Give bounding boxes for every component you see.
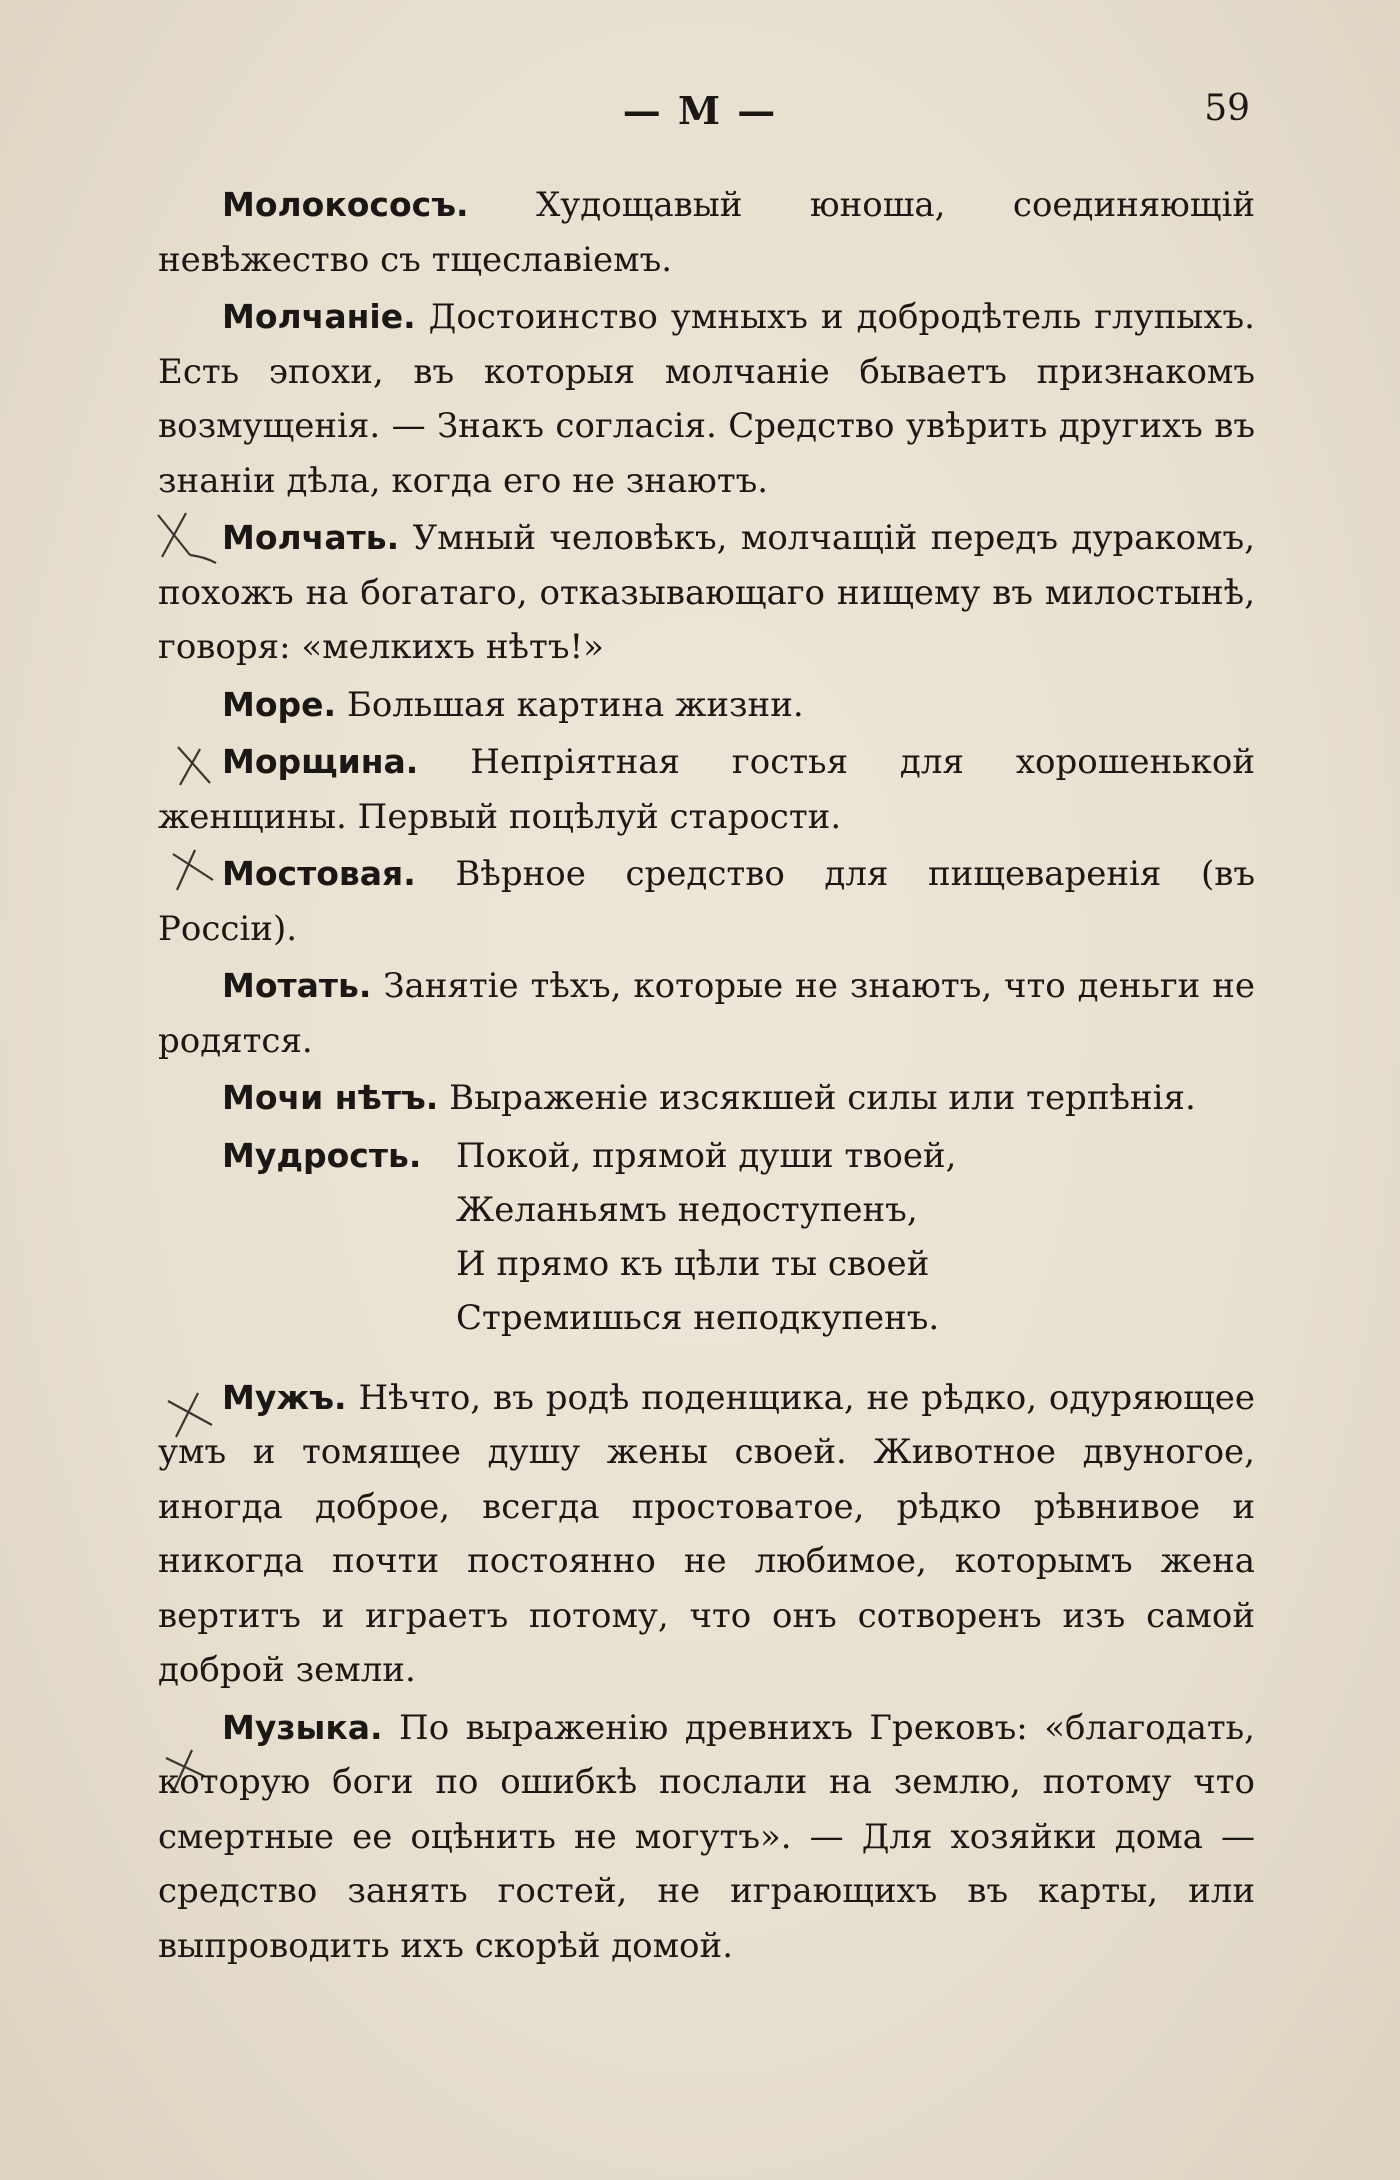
- dictionary-entry: [158, 735, 1255, 844]
- dictionary-entry: [158, 1371, 1255, 1698]
- entry-definition: Худощавый юноша, соединяющій невѣжество съ тщеславіемъ.: [158, 185, 1255, 280]
- entry-definition: Занятіе тѣхъ, которые не знаютъ, что деньги не родятся.: [158, 966, 1255, 1061]
- entry-definition: По выраженію древнихъ Грековъ: «благодать, которую боги по ошибкѣ послали на землю, потому что смертные ее оцѣнить не могутъ». — Для хозяйки дома — средство занять гостей, не играющихъ въ карты, или выпроводить ихъ скорѣй домой.: [158, 1707, 1255, 1966]
- dictionary-entry: [158, 1701, 1255, 1974]
- dictionary-entry: [158, 1071, 1255, 1126]
- entry-definition: Нѣчто, въ родѣ поденщика, не рѣдко, одуряющее умъ и томящее душу жены своей. Животное двуногое, иногда доброе, всегда простоватое, рѣдко рѣвнивое и никогда почти постоянно не любимое, которымъ жена вертитъ и играетъ потому, что онъ сотворенъ изъ самой доброй земли.: [158, 1377, 1256, 1690]
- dictionary-entry: [158, 959, 1255, 1068]
- section-letter: — M —: [622, 88, 778, 133]
- verse-block: [456, 1129, 956, 1345]
- entry-term: Мостовая.: [222, 854, 416, 893]
- verse-line: Стремишься неподкупенъ.: [456, 1297, 940, 1338]
- dictionary-entry: [158, 678, 1255, 733]
- page-header: [0, 88, 1400, 138]
- page-number: 59: [1204, 88, 1250, 129]
- dictionary-entry: [158, 290, 1255, 508]
- entry-term: Море.: [222, 684, 337, 724]
- entry-term: Мужъ.: [222, 1377, 347, 1417]
- entry-term: Музыка.: [222, 1707, 383, 1747]
- entry-term: Мудрость.: [222, 1135, 422, 1175]
- dictionary-entry: [158, 511, 1255, 675]
- entry-definition: Выраженіе изсякшей силы или терпѣнія.: [449, 1078, 1196, 1118]
- entry-definition: Непріятная гостья для хорошенькой женщины. Первый поцѣлуй старости.: [158, 742, 1256, 837]
- entry-term: Молчать.: [222, 518, 400, 557]
- entry-definition: Вѣрное средство для пищеваренія (въ Россіи).: [158, 854, 1256, 949]
- entry-term: Молокососъ.: [222, 185, 469, 224]
- dictionary-entry: [158, 847, 1255, 956]
- entry-definition: Умный человѣкъ, молчащій передъ дуракомъ, похожъ на богатаго, отказывающаго нищему въ милостынѣ, говоря: «мелкихъ нѣтъ!»: [158, 518, 1255, 667]
- entry-definition: Большая картина жизни.: [346, 684, 804, 725]
- dictionary-text: [158, 178, 1255, 1976]
- entry-term: Мотать.: [222, 966, 372, 1005]
- verse-line: Покой, прямой души твоей,: [456, 1135, 957, 1176]
- dictionary-entry: [158, 178, 1255, 287]
- entry-term: Морщина.: [222, 742, 419, 781]
- entry-term: Молчаніе.: [222, 297, 416, 336]
- entry-term: Мочи нѣтъ.: [222, 1078, 439, 1117]
- verse-line: И прямо къ цѣли ты своей: [456, 1243, 930, 1284]
- entry-definition: Достоинство умныхъ и добродѣтель глупыхъ. Есть эпохи, въ которыя молчаніе бываетъ признакомъ возмущенія. — Знакъ согласія. Средство увѣрить другихъ въ знаніи дѣла, когда его не знаютъ.: [158, 297, 1255, 501]
- verse-line: Желаньямъ недоступенъ,: [456, 1189, 918, 1230]
- dictionary-entry-verse: [158, 1129, 1255, 1357]
